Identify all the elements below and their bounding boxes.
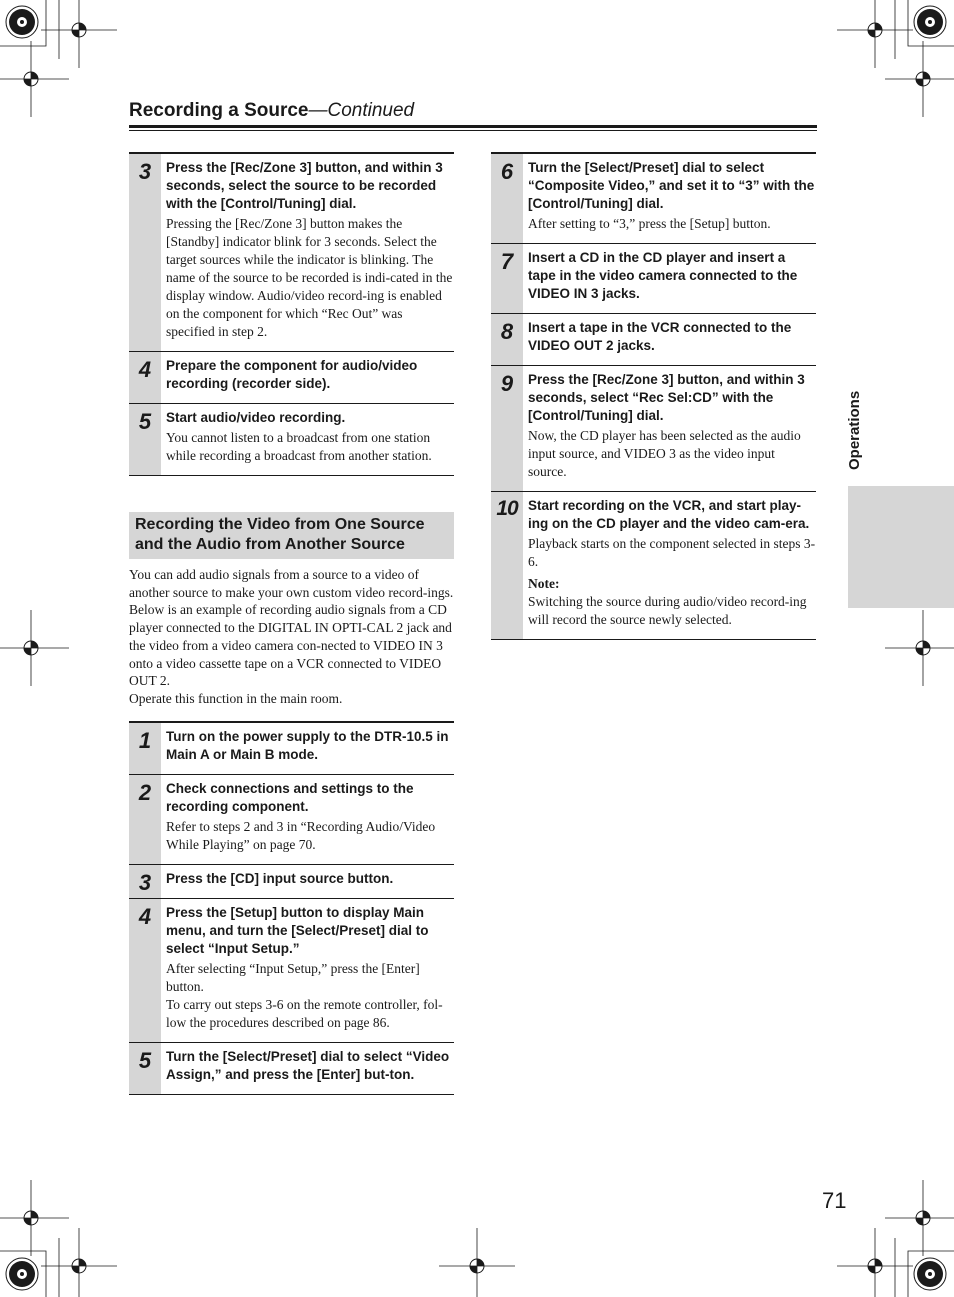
step-text: Pressing the [Rec/Zone 3] button makes the [Standby] indicator blink for 3 seconds. Select the target sources while the indicator is blinking. The name of the source to be recorded is indi-cated in the display window. Audio/video record-ing is enabled on the component for which “Rec Out” was specified in step 2. [166,216,453,339]
page-number: 71 [822,1188,847,1213]
step-text: Refer to steps 2 and 3 in “Recording Audio/Video While Playing” on page 70. [166,819,436,852]
crosshair-mark [885,610,954,686]
step-number: 1 [129,723,161,774]
crosshair-mark [837,0,913,68]
step-text-2: To carry out steps 3-6 on the remote controller, fol-low the procedures described on page 86. [166,997,443,1030]
step-number: 5 [129,1043,161,1094]
step-number: 6 [491,154,523,243]
step-number: 8 [491,314,523,365]
step-number: 10 [491,492,523,639]
step-heading: Start recording on the VCR, and start play-ing on the CD player and the video cam-era. [528,498,810,531]
step-number: 4 [129,899,161,1042]
step-text: Playback starts on the component selected in steps 3-6. [528,536,816,569]
step-number: 9 [491,366,523,491]
starburst-mark-bl [6,1258,38,1290]
step-text: Now, the CD player has been selected as the audio input source, and VIDEO 3 as the video input source. [528,428,801,479]
intro-paragraph-2: Operate this function in the main room. [129,690,343,706]
crosshair-mark [41,0,117,68]
starburst-mark-br [914,1258,946,1290]
crosshair-mark [0,610,69,686]
step-text: After setting to “3,” press the [Setup] button. [528,216,771,231]
crosshair-mark [837,1228,913,1297]
step-number: 5 [129,404,161,475]
step-number: 3 [129,865,161,898]
side-tab-label: Operations [846,390,863,470]
step-heading: Turn the [Select/Preset] dial to select “Composite Video,” and set it to “3” with the [Control/Tuning] dial. [528,160,815,211]
step-heading: Turn on the power supply to the DTR-10.5 in Main A or Main B mode. [166,729,449,762]
section-heading: Recording the Video from One Source and the Audio from Another Source [129,512,454,559]
note-text: Switching the source during audio/video record-ing will record the source newly selected. [528,594,807,627]
step-number: 2 [129,775,161,864]
step-heading: Press the [Rec/Zone 3] button, and within 3 seconds, select the source to be recorded with the [Control/Tuning] dial. [166,160,443,211]
step-heading: Check connections and settings to the recording component. [166,781,414,814]
crosshair-mark [41,1228,117,1297]
step-heading: Press the [CD] input source button. [166,871,394,886]
step-heading: Press the [Rec/Zone 3] button, and within 3 seconds, select “Rec Sel:CD” with the [Control/Tuning] dial. [528,372,805,423]
note-label: Note: [528,576,560,591]
step-heading: Insert a tape in the VCR connected to the VIDEO OUT 2 jacks. [528,320,792,353]
step-heading: Prepare the component for audio/video recording (recorder side). [166,358,418,391]
starburst-mark-tl [6,6,38,38]
step-heading: Press the [Setup] button to display Main menu, and turn the [Select/Preset] dial to select “Input Setup.” [166,905,429,956]
step-heading: Insert a CD in the CD player and insert a tape in the video camera connected to the VIDEO IN 3 jacks. [528,250,798,301]
step-number: 4 [129,352,161,403]
intro-paragraph: You can add audio signals from a source to a video of another source to make your own custom video record-ings. Below is an example of recording audio signals from a CD player connected to the DIGITAL IN OPTI-CAL 2 jack and the video from a video camera con-nected to VIDEO IN 3 onto a video cassette tape on a VCR connected to VIDEO OUT 2. [129,567,454,689]
step-heading: Start audio/video recording. [166,410,346,425]
crosshair-mark [439,1228,515,1297]
header-title-continued: —Continued [308,100,415,121]
header-title-main: Recording a Source [129,100,309,121]
step-number: 3 [129,154,161,351]
step-text: You cannot listen to a broadcast from one station while recording a broadcast from another station. [166,430,432,463]
step-text: After selecting “Input Setup,” press the [Enter] button. [166,961,420,994]
step-number: 7 [491,244,523,313]
starburst-mark-tr [914,6,946,38]
step-heading: Turn the [Select/Preset] dial to select “Video Assign,” and press the [Enter] but-ton. [166,1049,450,1082]
